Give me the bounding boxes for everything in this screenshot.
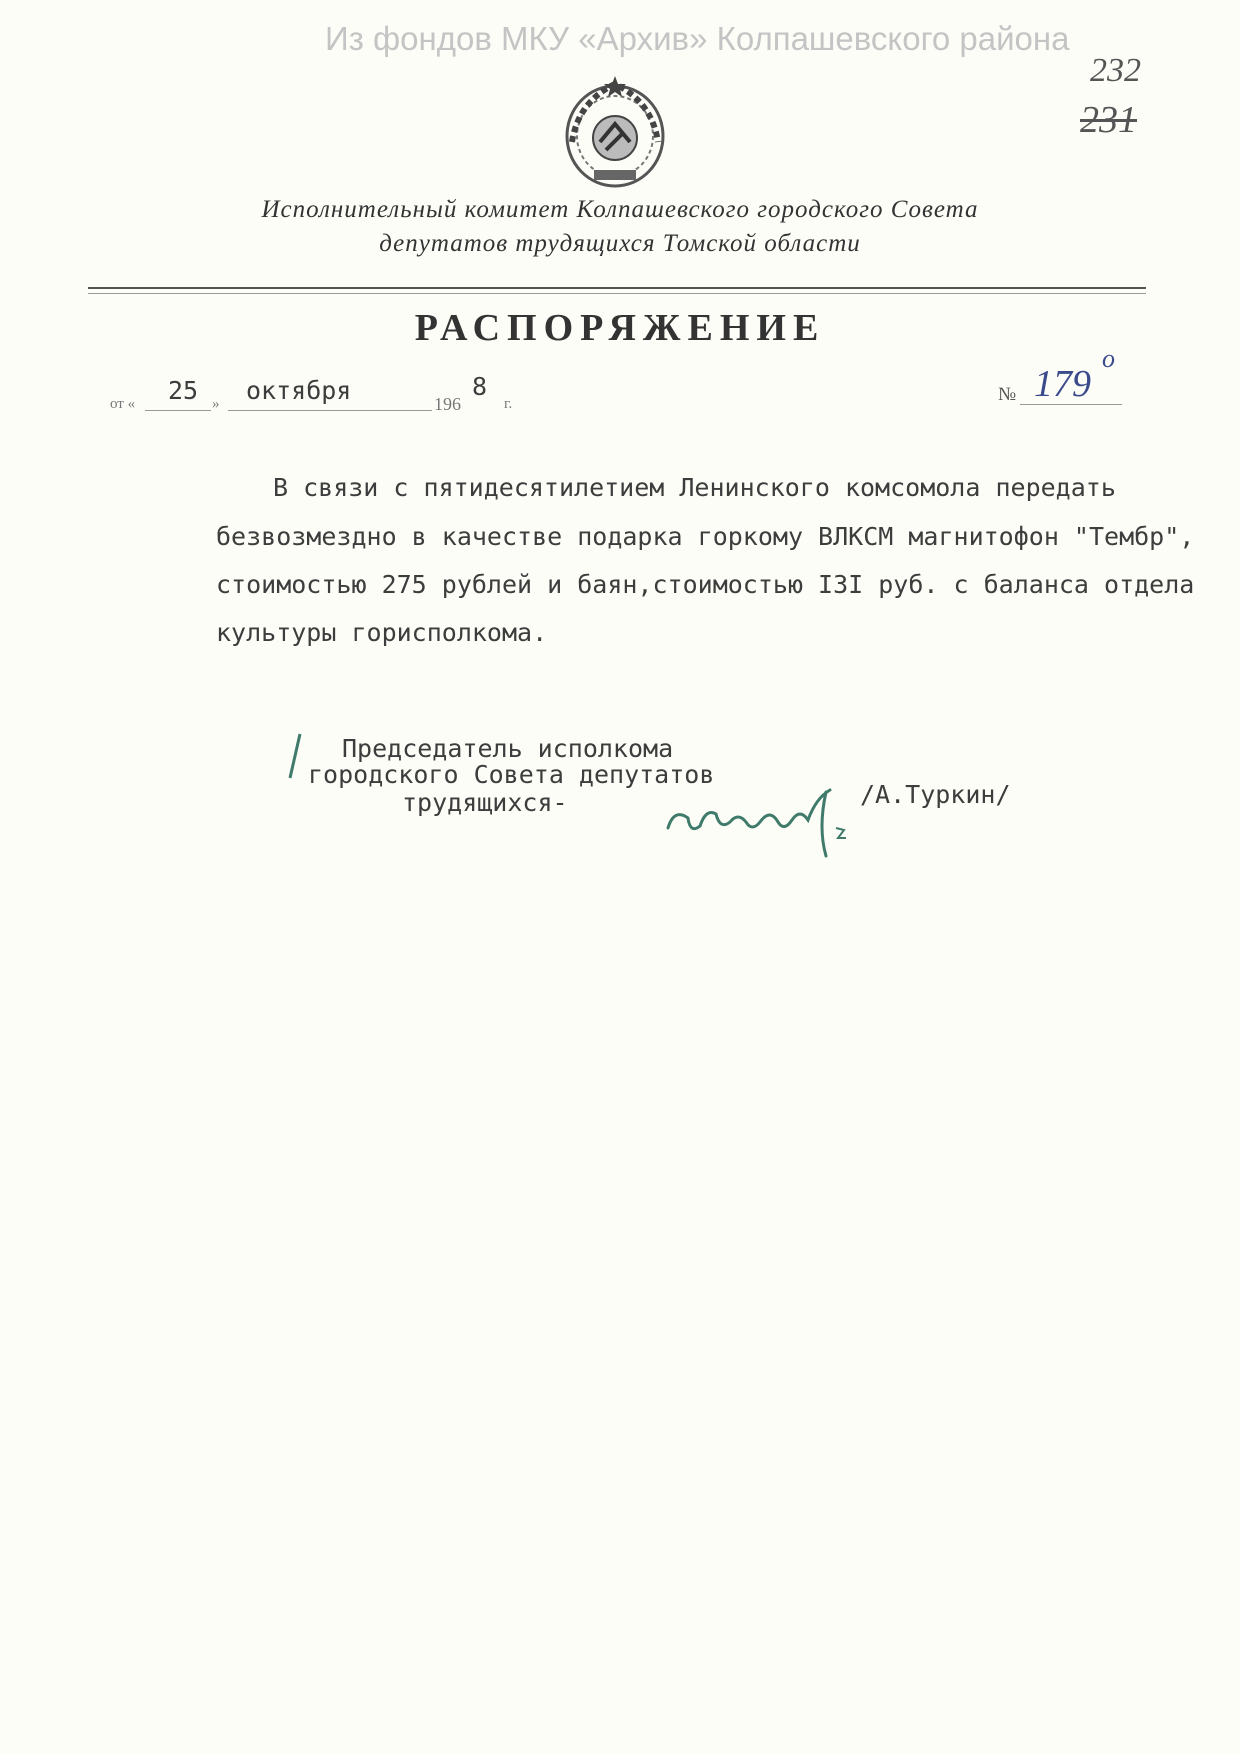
archive-watermark: Из фондов МКУ «Архив» Колпашевского района — [325, 20, 1070, 57]
date-month: октября — [246, 376, 352, 405]
document-number-superscript: о — [1102, 344, 1115, 373]
document-title: РАСПОРЯЖЕНИЕ — [414, 307, 826, 349]
margin-mark-icon — [280, 730, 310, 782]
handwritten-signature-icon — [660, 778, 880, 858]
date-month-line — [228, 410, 432, 411]
document-number: 179 — [1034, 363, 1091, 405]
date-suffix: г. — [504, 396, 513, 412]
organization-line-2: депутатов трудящихся Томской области — [379, 230, 861, 257]
body-line-1: В связи с пятидесятилетием Ленинского комсомола передать — [273, 473, 1116, 502]
signatory-name: /А.Туркин/ — [860, 780, 1011, 809]
state-emblem-icon — [558, 72, 672, 194]
date-day: 25 — [168, 376, 199, 405]
organization-line-1: Исполнительный комитет Колпашевского городского Совета — [261, 196, 979, 223]
body-line-3: стоимостью 275 рублей и баян,стоимостью I3I руб. с баланса отдела — [216, 570, 1195, 599]
archive-number-current: 232 — [1090, 52, 1141, 89]
signatory-line-2: городского Совета депутатов — [308, 760, 715, 789]
date-year-digit: 8 — [472, 372, 488, 401]
signatory-line-3: трудящихся- — [402, 788, 568, 817]
body-line-2: безвозмездно в качестве подарка горкому ВЛКСМ магнитофон "Тембр", — [216, 522, 1195, 551]
body-line-4: культуры горисполкома. — [216, 618, 548, 647]
date-day-line — [145, 410, 211, 411]
header-rule-thin — [88, 293, 1146, 294]
date-separator: » — [212, 396, 220, 412]
archive-number-crossed: 231 — [1080, 99, 1137, 141]
date-prefix: от « — [110, 396, 136, 412]
date-year-prefix: 196 — [434, 394, 461, 414]
header-rule — [88, 287, 1146, 289]
number-label: № — [998, 384, 1017, 405]
signatory-line-1: Председатель исполкома — [342, 734, 674, 763]
